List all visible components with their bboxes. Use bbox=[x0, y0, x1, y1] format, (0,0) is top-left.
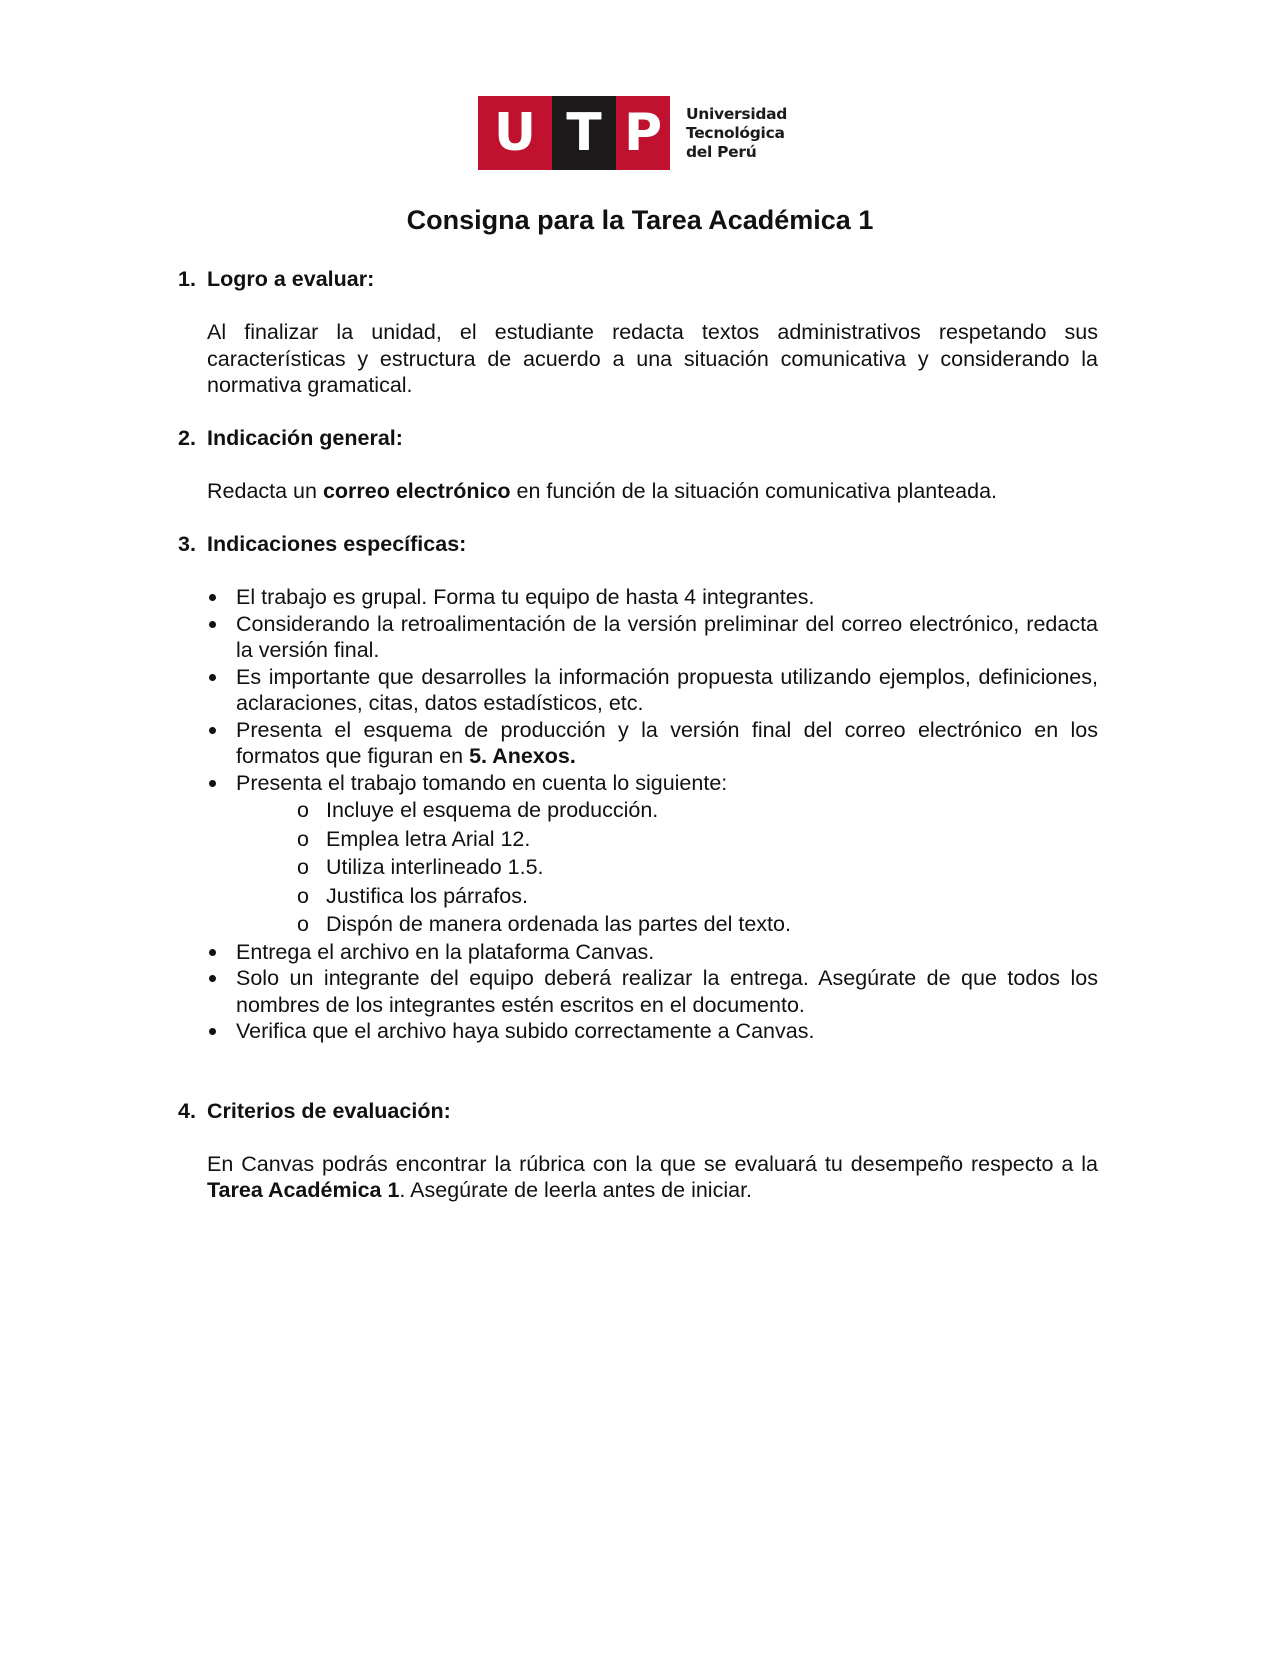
logo-letter-u: U bbox=[478, 96, 552, 170]
sub-list-item: o Justifica los párrafos. bbox=[297, 882, 1098, 911]
list-item: El trabajo es grupal. Forma tu equipo de hasta 4 integrantes. bbox=[207, 584, 1098, 611]
body-text: . Asegúrate de leerla antes de iniciar. bbox=[399, 1178, 753, 1202]
document-body bbox=[178, 266, 1098, 1204]
logo-mark bbox=[478, 96, 670, 170]
list-item bbox=[207, 717, 1098, 770]
list-item: Entrega el archivo en la plataforma Canvas. bbox=[207, 939, 1098, 966]
list-item: Verifica que el archivo haya subido correctamente a Canvas. bbox=[207, 1018, 1098, 1045]
body-text: Redacta un bbox=[207, 479, 323, 503]
format-sublist bbox=[297, 796, 1098, 939]
body-bold-text: correo electrónico bbox=[322, 479, 511, 503]
section-title: Indicaciones específicas: bbox=[207, 532, 467, 556]
logo-line-3: del Perú bbox=[686, 142, 757, 161]
sub-list-item: o Emplea letra Arial 12. bbox=[297, 825, 1098, 854]
list-item: Considerando la retroalimentación de la versión preliminar del correo electrónico, redacta la versión final. bbox=[207, 611, 1098, 664]
section-4-heading bbox=[178, 1098, 1098, 1125]
section-title: Criterios de evaluación: bbox=[207, 1098, 451, 1123]
body-bold-text: Tarea Académica 1 bbox=[207, 1178, 400, 1202]
logo-letter-t: T bbox=[552, 96, 616, 170]
section-1-heading bbox=[178, 266, 1098, 293]
section-number: 2. bbox=[178, 426, 196, 450]
page-title: Consigna para la Tarea Académica 1 bbox=[406, 205, 874, 235]
logo-line-2: Tecnológica bbox=[686, 123, 785, 142]
section-title: Logro a evaluar: bbox=[207, 267, 375, 291]
sub-list-item: o Dispón de manera ordenada las partes del texto. bbox=[297, 910, 1098, 939]
list-item: Es importante que desarrolles la información propuesta utilizando ejemplos, definiciones, aclaraciones, citas, datos estadísticos, etc. bbox=[207, 664, 1098, 717]
sub-list-item: o Incluye el esquema de producción. bbox=[297, 796, 1098, 825]
section-number: 4. bbox=[178, 1098, 196, 1123]
section-1-body: Al finalizar la unidad, el estudiante redacta textos administrativos respetando sus características y estructura de acuerdo a una situación comunicativa y considerando la normativa gramatical. bbox=[207, 320, 1098, 397]
utp-logo bbox=[478, 95, 787, 171]
logo-line-1: Universidad bbox=[686, 104, 788, 123]
list-item: Solo un integrante del equipo deberá realizar la entrega. Asegúrate de que todos los nombres de los integrantes estén escritos en el documento. bbox=[207, 965, 1098, 1018]
logo-letter-p: P bbox=[616, 96, 670, 170]
section-4-body bbox=[207, 1151, 1098, 1204]
instructions-list bbox=[207, 584, 1098, 1045]
logo-wordmark bbox=[686, 105, 787, 162]
item-text: Presenta el trabajo tomando en cuenta lo siguiente: bbox=[236, 770, 728, 795]
section-2-heading bbox=[178, 425, 1098, 452]
section-title: Indicación general: bbox=[207, 426, 403, 450]
item-text: Presenta el esquema de producción y la versión final del correo electrónico en los formatos que figuran en bbox=[236, 717, 1098, 768]
list-item bbox=[207, 770, 1098, 939]
section-number: 3. bbox=[178, 532, 196, 556]
body-text: en función de la situación comunicativa planteada. bbox=[510, 479, 998, 503]
sub-list-item: o Utiliza interlineado 1.5. bbox=[297, 853, 1098, 882]
section-2-body bbox=[207, 478, 1098, 505]
body-text: En Canvas podrás encontrar la rúbrica con la que se evaluará tu desempeño respecto a la bbox=[207, 1151, 1098, 1176]
section-3-heading bbox=[178, 531, 1098, 558]
section-number: 1. bbox=[178, 267, 196, 291]
item-bold-text: 5. Anexos. bbox=[469, 744, 576, 768]
